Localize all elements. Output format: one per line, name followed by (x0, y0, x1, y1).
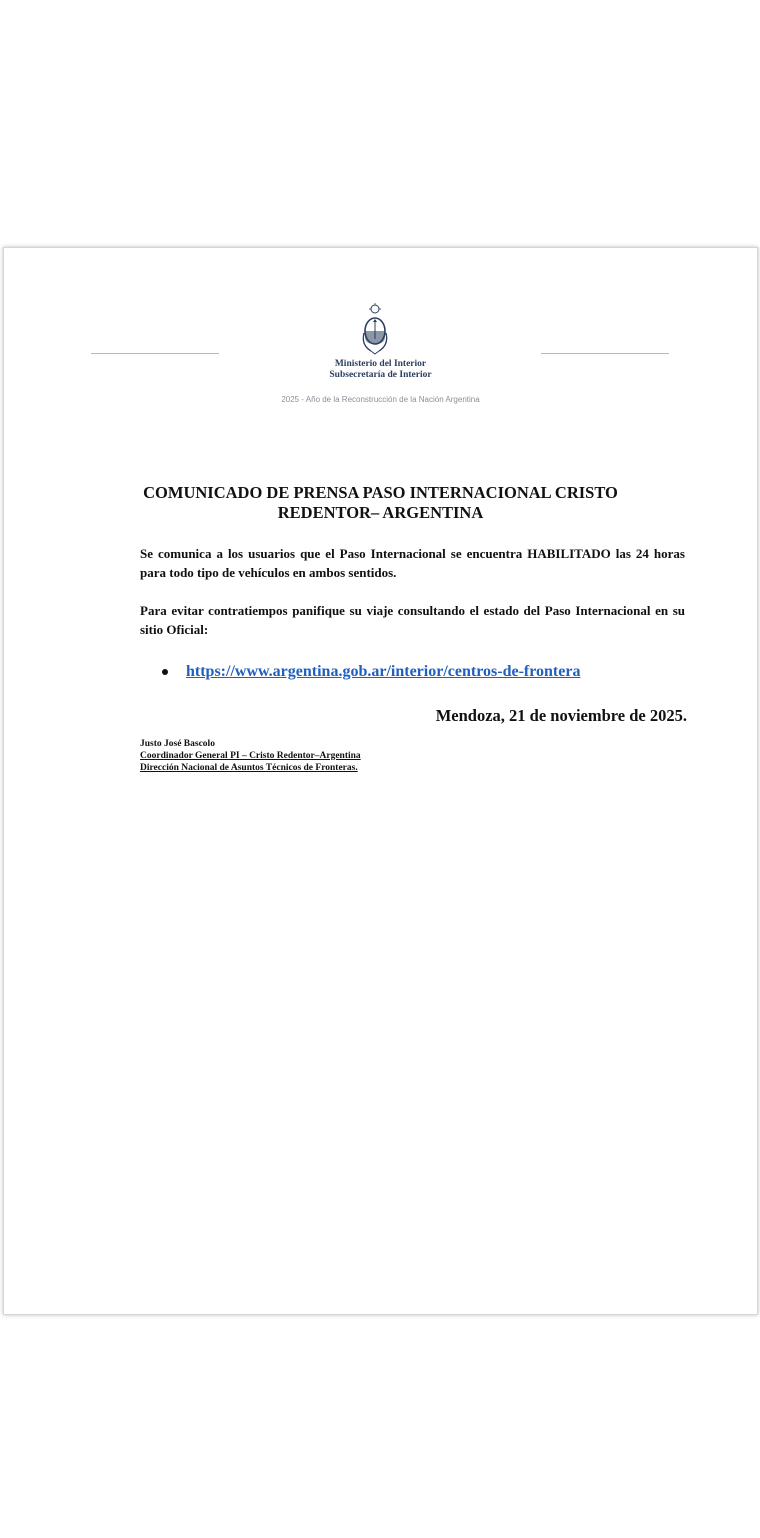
paragraph-status: Se comunica a los usuarios que el Paso Internacional se encuentra HABILITADO las 24 horas para todo tipo de vehículos en ambos sentidos. (140, 546, 685, 580)
title-line-1: COMUNICADO DE PRENSA PASO INTERNACIONAL CRISTO (143, 483, 618, 502)
signatory-name: Justo José Bascolo (140, 739, 215, 749)
official-site-link[interactable]: https://www.argentina.gob.ar/interior/centros-de-frontera (186, 663, 581, 680)
title-line-2: REDENTOR– ARGENTINA (277, 503, 484, 522)
ministry-name: Ministerio del Interior (334, 359, 427, 369)
paragraph-advice: Para evitar contratiempos panifique su viaje consultando el estado del Paso Internacional en su sitio Oficial: (140, 603, 685, 637)
document-title (44, 483, 717, 523)
signatory-department: Dirección Nacional de Asuntos Técnicos de Fronteras. (140, 763, 358, 773)
subsecretariat-name: Subsecretaría de Interior (329, 370, 432, 380)
header-rule-left (91, 353, 219, 354)
bullet-icon (162, 669, 168, 675)
header-rule-right (541, 353, 669, 354)
link-list-item (162, 661, 580, 683)
signatory-role: Coordinador General PI – Cristo Redentor–Argentina (140, 751, 361, 761)
argentina-coat-of-arms-icon (361, 303, 389, 355)
document-page (3, 247, 758, 1315)
year-motto: 2025 - Año de la Reconstrucción de la Nación Argentina (281, 395, 480, 404)
place-and-date: Mendoza, 21 de noviembre de 2025. (435, 706, 687, 725)
